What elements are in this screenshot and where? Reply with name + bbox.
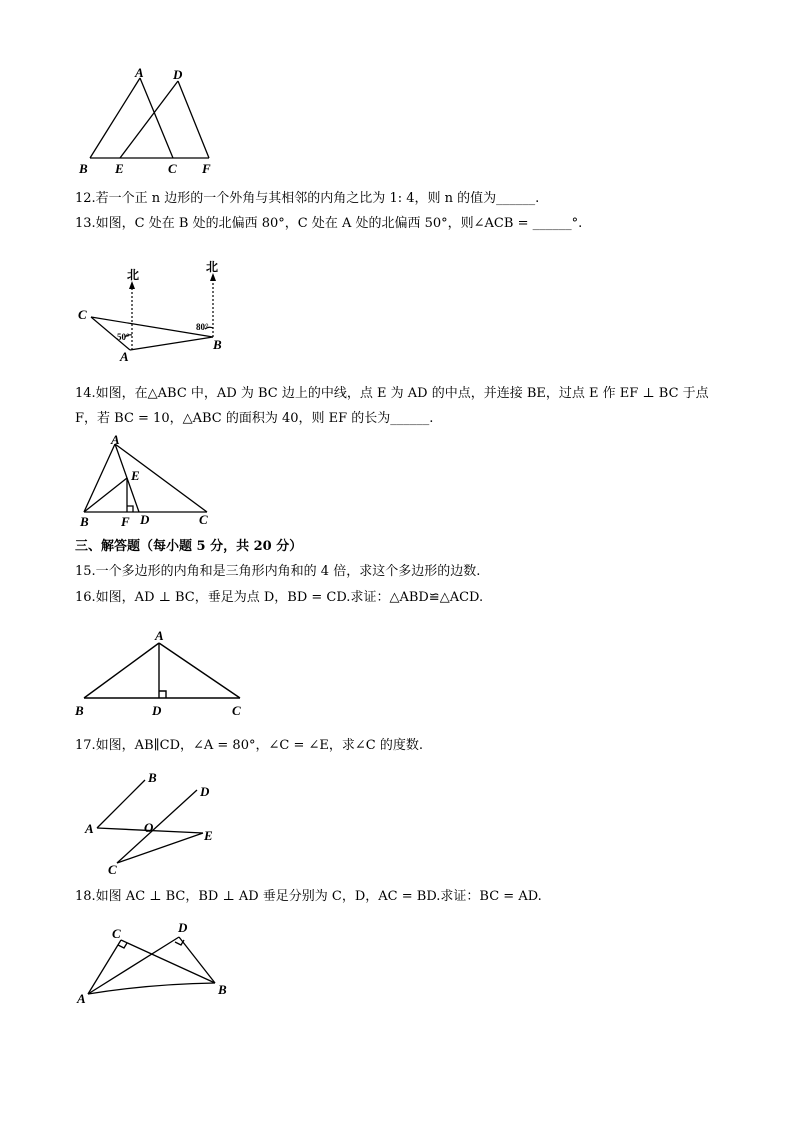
figure-q14-triangle — [75, 432, 225, 530]
question-12: 12.若一个正 n 边形的一个外角与其相邻的内角之比为 1: 4，则 n 的值为______. — [75, 191, 540, 206]
label-d: D — [200, 784, 210, 799]
north-label-b: 北 — [206, 260, 219, 274]
label-b: B — [148, 770, 157, 785]
question-18: 18.如图 AC ⊥ BC，BD ⊥ AD 垂足分别为 C，D，AC = BD.求证：BC = AD. — [75, 889, 542, 904]
label-c: C — [199, 512, 208, 527]
label-e: E — [204, 828, 213, 843]
angle-80: 80° — [196, 322, 209, 332]
label-d: D — [178, 920, 188, 935]
question-14-line-1: 14.如图，在△ABC 中，AD 为 BC 边上的中线，点 E 为 AD 的中点，并连接 BE，过点 E 作 EF ⊥ BC 于点 — [75, 386, 709, 401]
figure-q16-triangle — [72, 625, 252, 720]
label-e: E — [131, 468, 140, 483]
label-a: A — [155, 628, 164, 643]
label-d: D — [140, 512, 150, 527]
section-3-heading: 三、解答题（每小题 5 分，共 20 分） — [75, 539, 303, 554]
figure-q18-quadrilateral — [75, 918, 245, 1010]
label-a: A — [135, 65, 144, 80]
label-f: F — [202, 161, 211, 176]
label-d: D — [173, 67, 183, 82]
label-o: O — [144, 820, 154, 835]
label-a: A — [120, 349, 129, 364]
label-b: B — [79, 161, 88, 176]
north-label-a: 北 — [127, 268, 140, 282]
label-c: C — [168, 161, 177, 176]
question-17: 17.如图，AB∥CD，∠A = 80°，∠C = ∠E，求∠C 的度数. — [75, 738, 423, 753]
label-b: B — [213, 337, 222, 352]
label-b: B — [80, 514, 89, 529]
figure-q17-parallel — [80, 770, 230, 878]
label-e: E — [115, 161, 124, 176]
label-c: C — [112, 926, 121, 941]
figure-q13-bearing — [75, 255, 235, 365]
question-15: 15.一个多边形的内角和是三角形内角和的 4 倍，求这个多边形的边数. — [75, 564, 481, 579]
label-c: C — [232, 703, 241, 718]
label-a: A — [111, 432, 120, 447]
question-14-line-2: F，若 BC = 10，△ABC 的面积为 40，则 EF 的长为______. — [75, 411, 434, 426]
label-b: B — [75, 703, 84, 718]
angle-50: 50° — [117, 332, 130, 342]
label-a: A — [77, 991, 86, 1006]
label-f: F — [121, 514, 130, 529]
label-c: C — [78, 307, 87, 322]
label-a: A — [85, 821, 94, 836]
label-d: D — [152, 703, 162, 718]
question-16: 16.如图，AD ⊥ BC，垂足为点 D，BD = CD.求证：△ABD≌△ACD. — [75, 590, 484, 605]
label-b: B — [218, 982, 227, 997]
label-c: C — [108, 862, 117, 877]
figure-triangles-abc-def — [75, 65, 225, 180]
question-13: 13.如图，C 处在 B 处的北偏西 80°，C 处在 A 处的北偏西 50°，则∠ACB = ______°. — [75, 216, 583, 231]
